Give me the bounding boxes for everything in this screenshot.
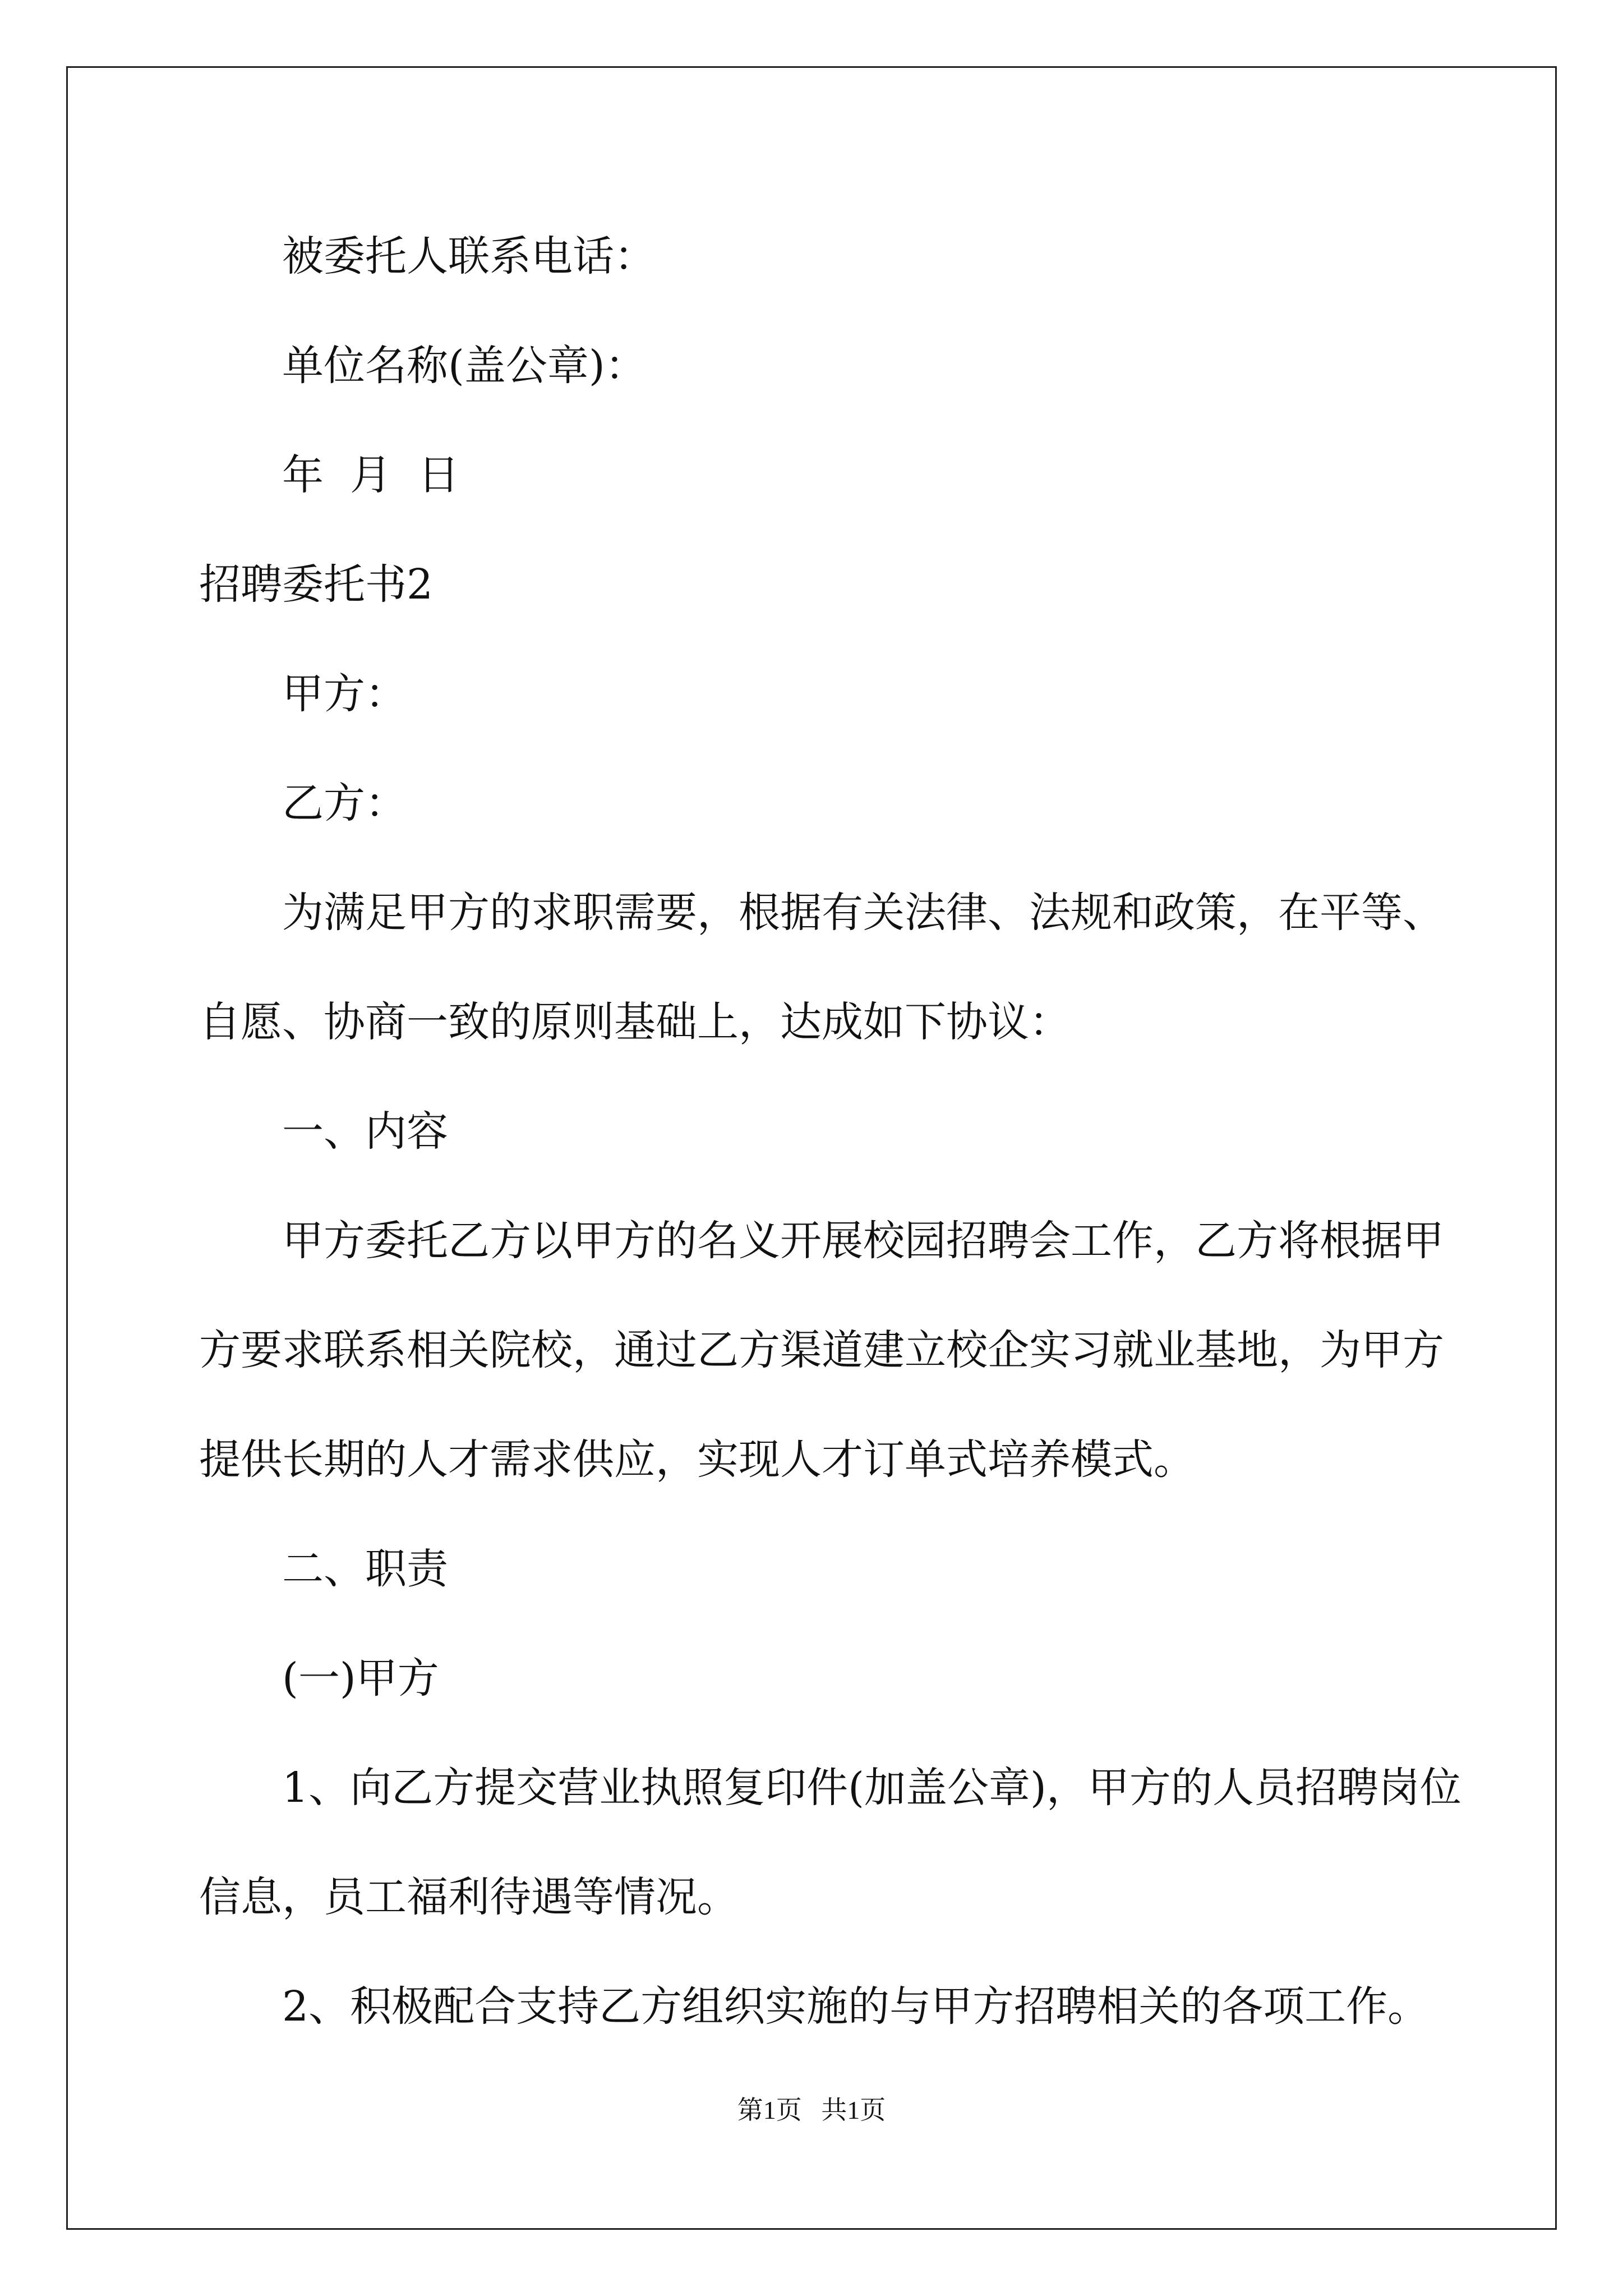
text-line: 2、积极配合支持乙方组织实施的与甲方招聘相关的各项工作。 — [282, 1982, 1430, 2031]
text-line: 被委托人联系电话： — [282, 232, 656, 280]
section-heading: 招聘委托书2 — [199, 560, 434, 609]
document-body — [199, 202, 1461, 2062]
clause-heading: 二、职责 — [282, 1545, 448, 1593]
page-footer: 第1页 共1页 — [737, 2096, 886, 2124]
subclause-heading: (一)甲方 — [282, 1654, 439, 1703]
text-line: 为满足甲方的求职需要，根据有关法律、法规和政策，在平等、 — [282, 889, 1444, 937]
text-line: 信息，员工福利待遇等情况。 — [199, 1873, 739, 1921]
text-line: 提供长期的人才需求供应，实现人才订单式培养模式。 — [199, 1435, 1195, 1484]
text-line: 年 月 日 — [282, 451, 460, 499]
text-line: 甲方委托乙方以甲方的名义开展校园招聘会工作，乙方将根据甲 — [282, 1217, 1444, 1265]
text-line: 1、向乙方提交营业执照复印件(加盖公章)，甲方的人员招聘岗位 — [282, 1764, 1461, 1812]
text-line: 方要求联系相关院校，通过乙方渠道建立校企实习就业基地，为甲方 — [199, 1326, 1444, 1374]
text-line: 单位名称(盖公章)： — [282, 342, 647, 390]
text-line: 自愿、协商一致的原则基础上，达成如下协议： — [199, 998, 1071, 1046]
text-line: 乙方： — [282, 779, 407, 827]
text-line: 甲方： — [282, 670, 407, 718]
clause-heading: 一、内容 — [282, 1107, 448, 1156]
